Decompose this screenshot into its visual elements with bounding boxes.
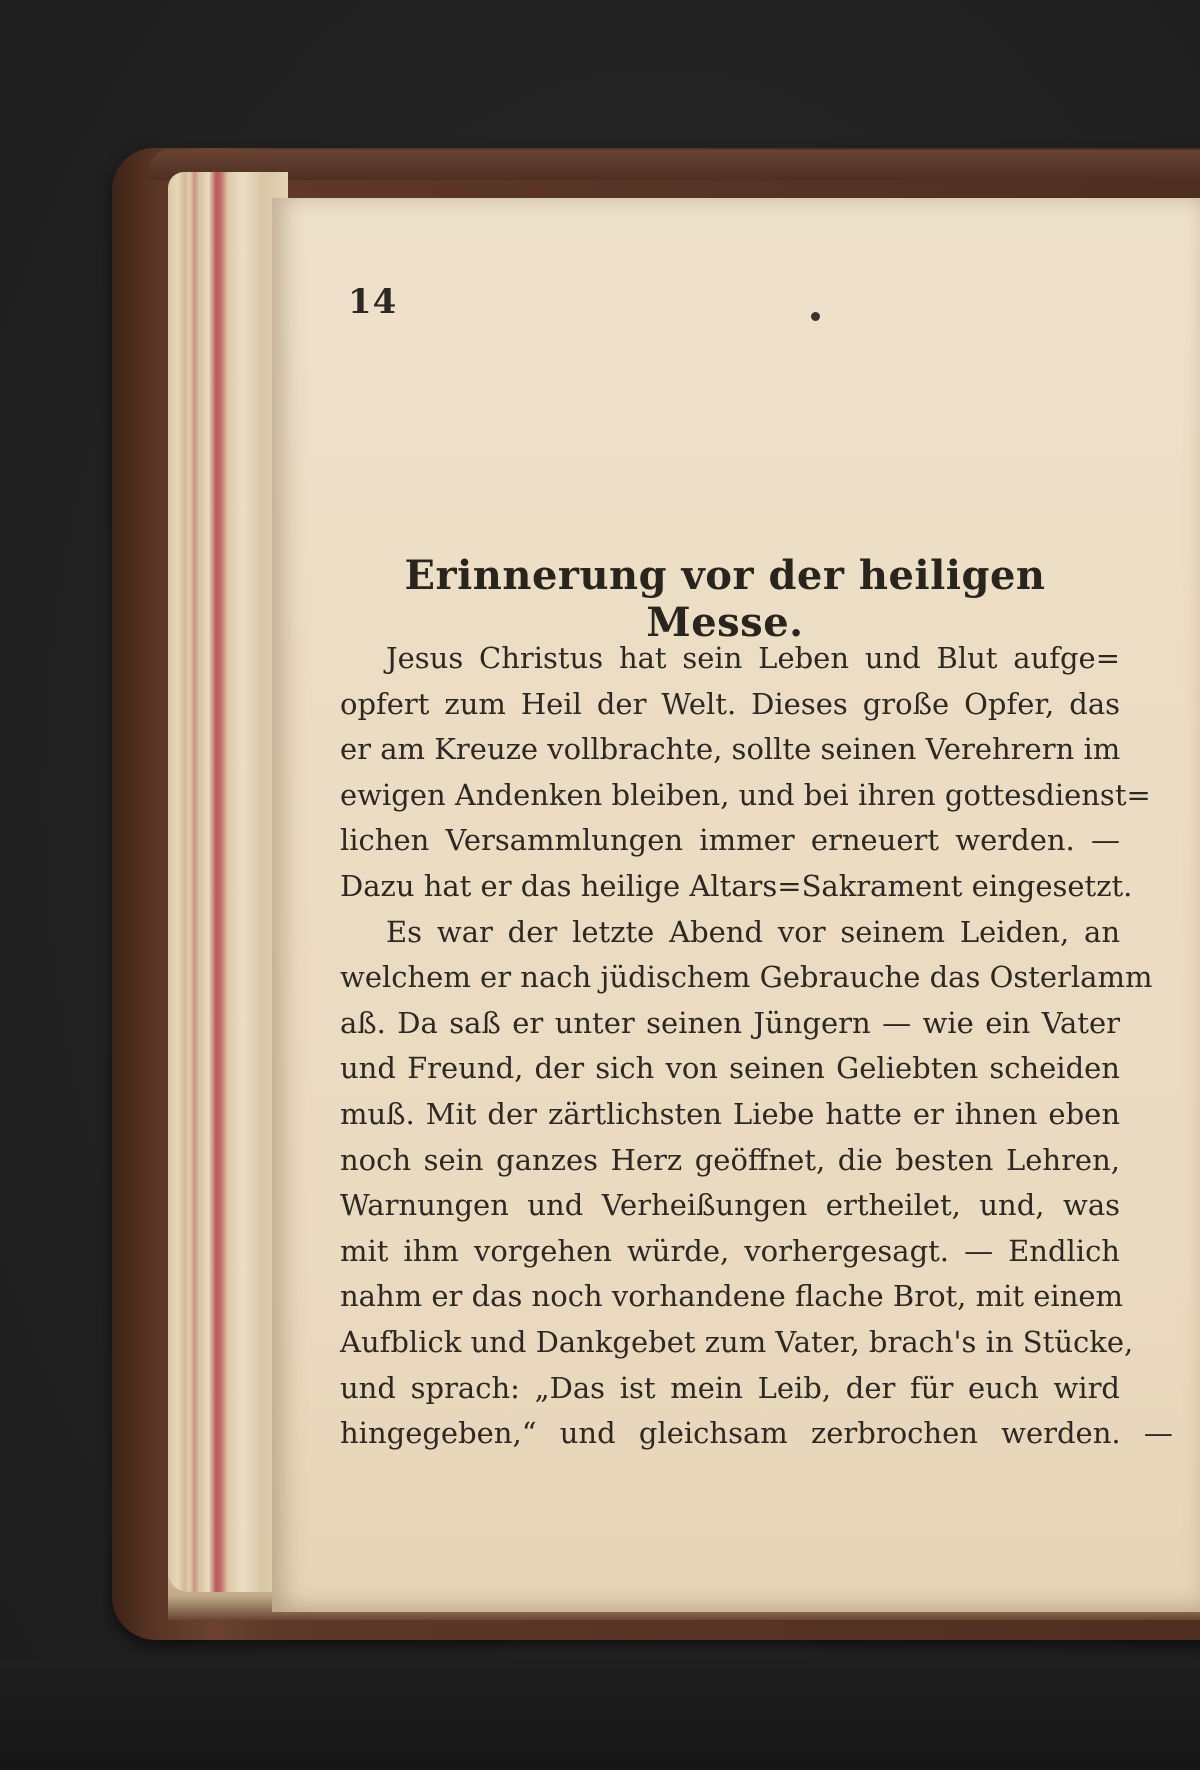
page-heading: Erinnerung vor der heiligen Messe. <box>404 552 1046 646</box>
text-line: aß. Da saß er unter seinen Jüngern — wie ein Vater <box>340 1005 1120 1040</box>
text-line: noch sein ganzes Herz geöffnet, die besten Lehren, <box>340 1142 1120 1177</box>
text-line: und Freund, der sich von seinen Geliebten scheiden <box>340 1051 1120 1086</box>
text-line: hingegeben,“ und gleichsam zerbrochen werden. — <box>340 1416 1173 1451</box>
page-stack-fore-edge <box>168 172 288 1592</box>
page-number: 14 <box>348 282 398 322</box>
page-ornament-dot <box>811 312 820 321</box>
text-line: Es war der letzte Abend vor seinem Leiden, an <box>386 914 1120 949</box>
text-line: Aufblick und Dankgebet zum Vater, brach's in Stücke, <box>340 1324 1134 1359</box>
text-line: lichen Versammlungen immer erneuert werden. — <box>340 823 1120 858</box>
book-cover-top-edge <box>150 150 1200 180</box>
text-line: Jesus Christus hat sein Leben und Blut aufge= <box>386 641 1120 675</box>
text-line: welchem er nach jüdischem Gebrauche das Osterlamm <box>340 960 1153 995</box>
text-line: er am Kreuze vollbrachte, sollte seinen Verehrern im <box>340 732 1121 767</box>
text-line: nahm er das noch vorhandene flache Brot, mit einem <box>340 1279 1124 1314</box>
text-line: Warnungen und Verheißungen ertheilet, und, was <box>340 1188 1120 1223</box>
body-text <box>340 636 1173 1457</box>
text-line: und sprach: „Das ist mein Leib, der für euch wird <box>340 1370 1120 1405</box>
photo-foreground-shadow <box>0 1660 1200 1770</box>
text-line: Dazu hat er das heilige Altars=Sakrament eingesetzt. <box>340 868 1133 903</box>
text-line: ewigen Andenken bleiben, und bei ihren gottesdienst= <box>340 777 1151 812</box>
text-line: mit ihm vorgehen würde, vorhergesagt. — Endlich <box>340 1233 1120 1268</box>
text-line: opfert zum Heil der Welt. Dieses große Opfer, das <box>340 686 1120 721</box>
text-line: muß. Mit der zärtlichsten Liebe hatte er ihnen eben <box>340 1096 1120 1131</box>
